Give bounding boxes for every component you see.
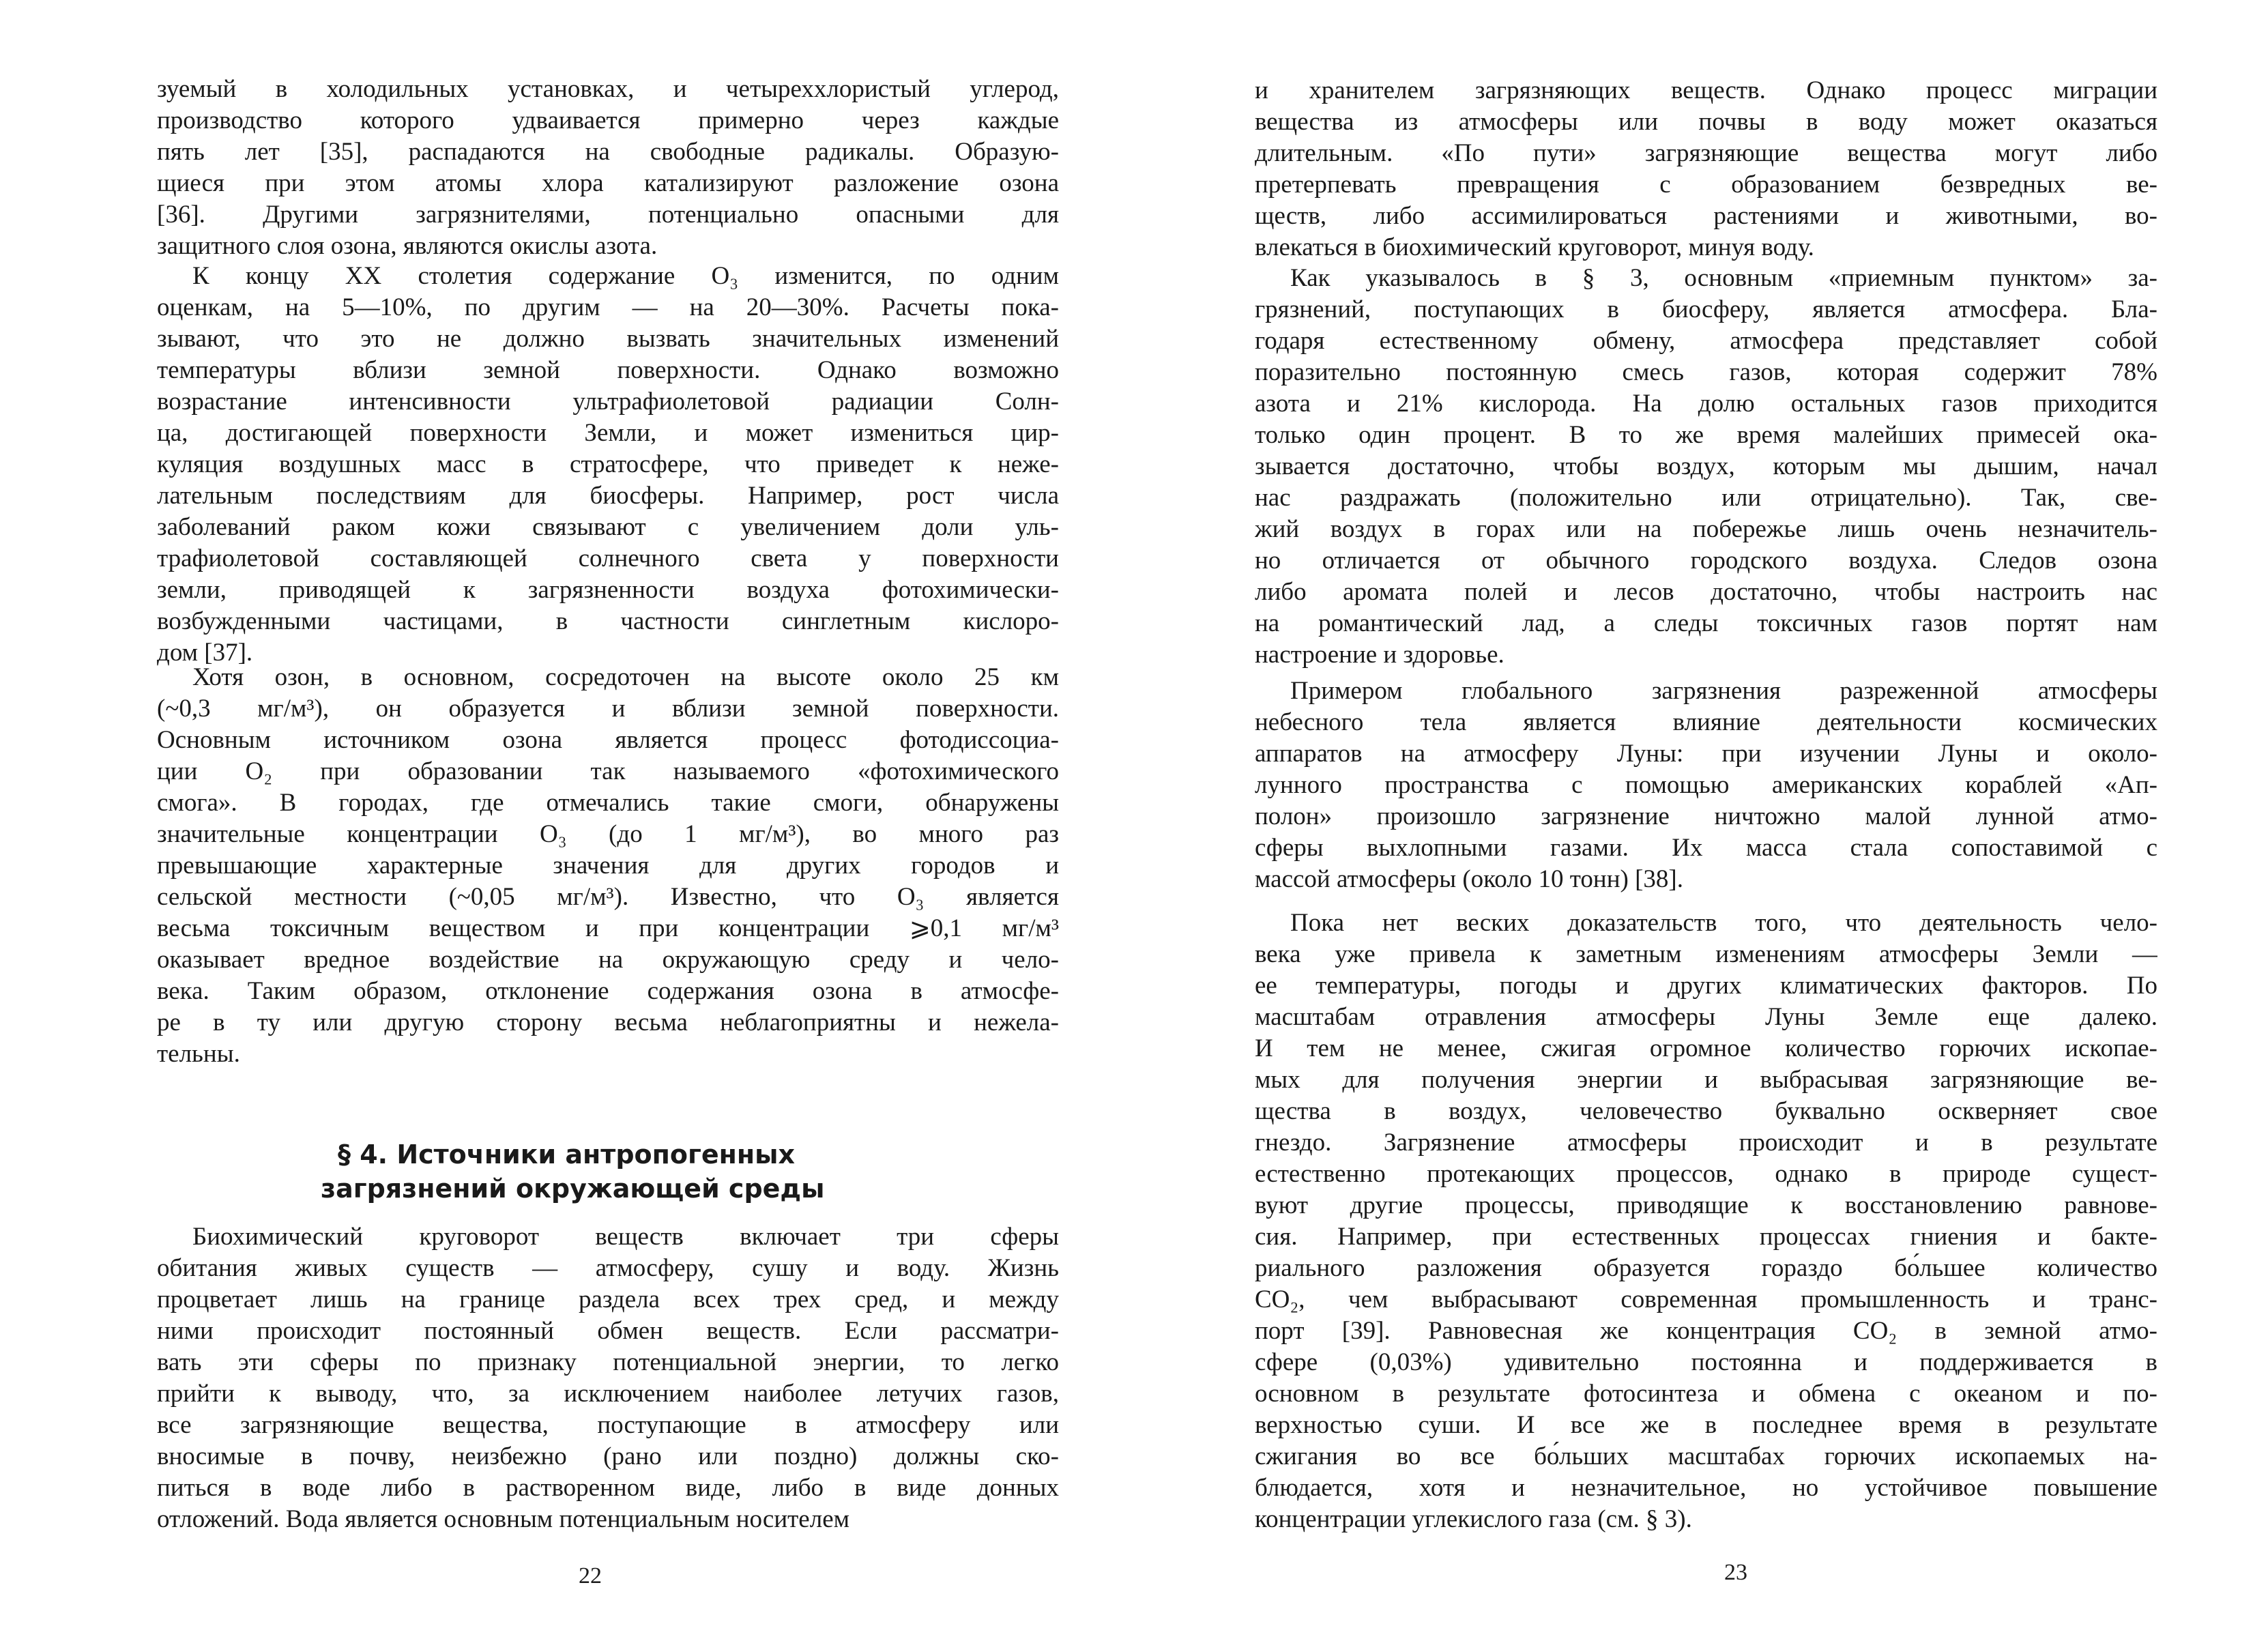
text-line: верхностью суши. И все же в последнее время в результате xyxy=(1255,1411,2157,1439)
text-line: ними происходит постоянный обмен веществ. Если рассматри- xyxy=(157,1317,1059,1345)
text-line: щества в воздух, человечество буквально оскверняет свое xyxy=(1255,1097,2157,1125)
text-line: оценкам, на 5—10%, по другим — на 20—30%. Расчеты пока- xyxy=(157,293,1059,321)
text-line: И тем не менее, сжигая огромное количество горючих ископае- xyxy=(1255,1034,2157,1062)
text-line: дом [37]. xyxy=(157,639,253,667)
text-line: [36]. Другими загрязнителями, потенциально опасными для xyxy=(157,201,1059,229)
text-line: сжигания во все бо́льших масштабах горючих ископаемых на- xyxy=(1255,1442,2157,1470)
text-line: гнездо. Загрязнение атмосферы происходит и в результате xyxy=(1255,1129,2157,1157)
text-line: трафиолетовой составляющей солнечного света у поверхности xyxy=(157,544,1059,572)
text-line: риального разложения образуется гораздо бо́льшее количество xyxy=(1255,1254,2157,1282)
text-line: длительным. «По пути» загрязняющие вещества могут либо xyxy=(1255,139,2157,167)
text-line: возбужденными частицами, в частности синглетным кислоро- xyxy=(157,607,1059,635)
text-line: влекаться в биохимический круговорот, минуя воду. xyxy=(1255,233,1814,261)
text-line: зуемый в холодильных установках, и четыреххлористый углерод, xyxy=(157,75,1059,103)
text-line: грязнений, поступающих в биосферу, является атмосфера. Бла- xyxy=(1255,295,2157,323)
text-line: небесного тела является влияние деятельности космических xyxy=(1255,708,2157,736)
text-line: отложений. Вода является основным потенциальным носителем xyxy=(157,1505,850,1533)
text-line: блюдается, хотя и незначительное, но устойчивое повышение xyxy=(1255,1474,2157,1502)
text-line: претерпевать превращения с образованием безвредных ве- xyxy=(1255,171,2157,199)
text-line: ции O₂ при образовании так называемого «фотохимического xyxy=(157,757,1059,785)
text-line: вать эти сферы по признаку потенциальной энергии, то легко xyxy=(157,1348,1059,1376)
text-line: Примером глобального загрязнения разреженной атмосферы xyxy=(1290,677,2157,705)
text-line: (~0,3 мг/м³), он образуется и вблизи земной поверхности. xyxy=(157,695,1059,723)
text-line: питься в воде либо в растворенном виде, либо в виде донных xyxy=(157,1474,1059,1502)
text-line: сферы выхлопными газами. Их масса стала сопоставимой с xyxy=(1255,834,2157,862)
text-line: ее температуры, погоды и других климатических факторов. По xyxy=(1255,972,2157,1000)
text-line: Пока нет веских доказательств того, что деятельность чело- xyxy=(1290,909,2157,937)
text-line: возрастание интенсивности ультрафиолетовой радиации Солн- xyxy=(157,388,1059,416)
text-line: прийти к выводу, что, за исключением наиболее летучих газов, xyxy=(157,1380,1059,1408)
text-line: века уже привела к заметным изменениям атмосферы Земли — xyxy=(1255,940,2157,968)
text-line: либо аромата полей и лесов достаточно, чтобы настроить нас xyxy=(1255,578,2157,606)
text-line: вносимые в почву, неизбежно (рано или поздно) должны ско- xyxy=(157,1442,1059,1470)
page-number: 22 xyxy=(579,1563,602,1588)
text-line: ре в ту или другую сторону весьма неблагоприятны и нежела- xyxy=(157,1008,1059,1036)
text-line: нас раздражать (положительно или отрицательно). Так, све- xyxy=(1255,484,2157,512)
text-line: Как указывалось в § 3, основным «приемным пунктом» за- xyxy=(1290,264,2157,292)
text-line: весьма токсичным веществом и при концентрации ⩾0,1 мг/м³ xyxy=(157,914,1059,942)
text-line: настроение и здоровье. xyxy=(1255,641,1504,669)
text-line: лательным последствиям для биосферы. Например, рост числа xyxy=(157,482,1059,510)
text-line: Биохимический круговорот веществ включает три сферы xyxy=(192,1223,1059,1251)
text-line: ца, достигающей поверхности Земли, и может измениться цир- xyxy=(157,419,1059,447)
section-heading-line-1: § 4. Источники антропогенных xyxy=(337,1139,795,1170)
text-line: сия. Например, при естественных процессах гниения и бакте- xyxy=(1255,1223,2157,1251)
text-line: сфере (0,03%) удивительно постоянна и поддерживается в xyxy=(1255,1348,2157,1376)
text-line: и хранителем загрязняющих веществ. Однако процесс миграции xyxy=(1255,76,2157,104)
text-line: пять лет [35], распадаются на свободные радикалы. Образую- xyxy=(157,138,1059,166)
text-line: превышающие характерные значения для других городов и xyxy=(157,852,1059,880)
text-line: естественно протекающих процессов, однако в природе сущест- xyxy=(1255,1160,2157,1188)
text-line: порт [39]. Равновесная же концентрация CO₂ в земной атмо- xyxy=(1255,1317,2157,1345)
text-line: массой атмосферы (около 10 тонн) [38]. xyxy=(1255,865,1683,893)
text-line: обитания живых существ — атмосферу, сушу и воду. Жизнь xyxy=(157,1254,1059,1282)
section-heading-line-2: загрязнений окружающей среды xyxy=(321,1174,825,1204)
text-line: азота и 21% кислорода. На долю остальных газов приходится xyxy=(1255,390,2157,418)
text-line: CO₂, чем выбрасывают современная промышленность и транс- xyxy=(1255,1286,2157,1313)
text-line: Основным источником озона является процесс фотодиссоциа- xyxy=(157,726,1059,754)
text-line: концентрации углекислого газа (см. § 3). xyxy=(1255,1505,1692,1533)
page-number: 23 xyxy=(1724,1560,1747,1585)
text-line: полон» произошло загрязнение ничтожно малой лунной атмо- xyxy=(1255,802,2157,830)
text-line: основном в результате фотосинтеза и обмена с океаном и по- xyxy=(1255,1380,2157,1408)
text-line: зывается достаточно, чтобы воздух, которым мы дышим, начал xyxy=(1255,452,2157,480)
text-line: заболеваний раком кожи связывают с увеличением доли уль- xyxy=(157,513,1059,541)
text-line: лунного пространства с помощью американских кораблей «Ап- xyxy=(1255,771,2157,799)
text-line: щиеся при этом атомы хлора катализируют разложение озона xyxy=(157,169,1059,197)
text-line: только один процент. В то же время малейших примесей ока- xyxy=(1255,421,2157,449)
right-page xyxy=(1134,0,2268,1641)
text-line: значительные концентрации O₃ (до 1 мг/м³), во много раз xyxy=(157,820,1059,848)
text-line: но отличается от обычного городского воздуха. Следов озона xyxy=(1255,547,2157,575)
text-line: оказывает вредное воздействие на окружающую среду и чело- xyxy=(157,946,1059,974)
text-line: масштабам отравления атмосферы Луны Земле еще далеко. xyxy=(1255,1003,2157,1031)
text-line: сельской местности (~0,05 мг/м³). Известно, что O₃ является xyxy=(157,883,1059,911)
text-line: К концу XX столетия содержание O₃ изменится, по одним xyxy=(192,262,1059,290)
text-line: годаря естественному обмену, атмосфера представляет собой xyxy=(1255,327,2157,355)
text-line: температуры вблизи земной поверхности. Однако возможно xyxy=(157,356,1059,384)
text-line: производство которого удваивается примерно через каждые xyxy=(157,106,1059,134)
text-line: на романтический лад, а следы токсичных газов портят нам xyxy=(1255,609,2157,637)
text-line: вуют другие процессы, приводящие к восстановлению равнове- xyxy=(1255,1191,2157,1219)
text-line: Хотя озон, в основном, сосредоточен на высоте около 25 км xyxy=(192,663,1059,691)
text-line: куляция воздушных масс в стратосфере, что приведет к неже- xyxy=(157,450,1059,478)
text-line: века. Таким образом, отклонение содержания озона в атмосфе- xyxy=(157,977,1059,1005)
text-line: аппаратов на атмосферу Луны: при изучении Луны и около- xyxy=(1255,740,2157,768)
text-line: мых для получения энергии и выбрасывая загрязняющие ве- xyxy=(1255,1066,2157,1094)
text-line: жий воздух в горах или на побережье лишь очень незначитель- xyxy=(1255,515,2157,543)
text-line: зывают, что это не должно вызвать значительных изменений xyxy=(157,325,1059,353)
text-line: земли, приводящей к загрязненности воздуха фотохимически- xyxy=(157,576,1059,604)
text-line: защитного слоя озона, являются окислы азота. xyxy=(157,232,658,260)
text-line: поразительно постоянную смесь газов, которая содержит 78% xyxy=(1255,358,2157,386)
text-line: все загрязняющие вещества, поступающие в атмосферу или xyxy=(157,1411,1059,1439)
text-line: процветает лишь на границе раздела всех трех сред, и между xyxy=(157,1286,1059,1313)
text-line: вещества из атмосферы или почвы в воду может оказаться xyxy=(1255,108,2157,136)
text-line: ществ, либо ассимилироваться растениями и животными, во- xyxy=(1255,202,2157,230)
text-line: тельны. xyxy=(157,1040,240,1068)
text-line: смога». В городах, где отмечались такие смоги, обнаружены xyxy=(157,789,1059,817)
